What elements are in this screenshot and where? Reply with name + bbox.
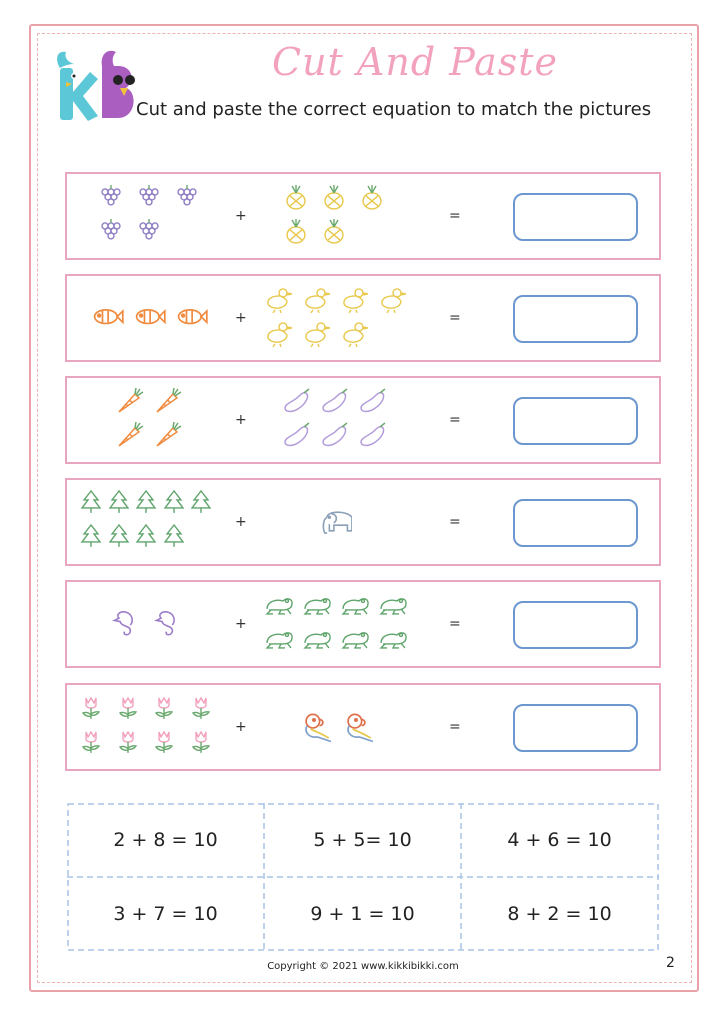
- grapes-icon: [134, 184, 164, 212]
- frog-icon: [377, 592, 407, 620]
- parrot-icon: [297, 711, 331, 743]
- frog-icon: [263, 626, 293, 654]
- exercise-row: [65, 274, 661, 362]
- exercise-row: [65, 376, 661, 464]
- duck-icon: [263, 286, 293, 314]
- answer-paste-box[interactable]: [513, 704, 638, 752]
- grapes-icon: [96, 218, 126, 246]
- carrot-icon: [115, 388, 145, 416]
- equals-sign: =: [449, 719, 461, 735]
- eggplant-icon: [358, 388, 388, 416]
- duck-icon: [301, 320, 331, 348]
- worksheet-instructions: Cut and paste the correct equation to match the pictures: [136, 99, 652, 120]
- equation-card[interactable]: 4 + 6 = 10: [507, 829, 612, 851]
- tree-icon: [189, 490, 219, 518]
- duck-icon: [301, 286, 331, 314]
- tulip-icon: [79, 729, 109, 757]
- tulip-icon: [189, 729, 219, 757]
- exercise-row: [65, 172, 661, 260]
- worksheet-title: Cut And Paste: [272, 40, 558, 84]
- exercise-row: [65, 683, 661, 771]
- eggplant-icon: [282, 422, 312, 450]
- equation-card[interactable]: 2 + 8 = 10: [113, 829, 218, 851]
- kb-logo: [52, 46, 144, 124]
- left-picture-group: [79, 180, 219, 252]
- duck-icon: [339, 286, 369, 314]
- carrot-icon: [153, 388, 183, 416]
- right-picture-group: [252, 282, 417, 354]
- plus-sign: +: [235, 412, 247, 428]
- pineapple-icon: [358, 184, 388, 212]
- seahorse-icon: [153, 608, 187, 640]
- exercise-row: [65, 478, 661, 566]
- left-picture-group: [79, 282, 219, 354]
- grapes-icon: [172, 184, 202, 212]
- answer-paste-box[interactable]: [513, 295, 638, 343]
- plus-sign: +: [235, 310, 247, 326]
- answer-paste-box[interactable]: [513, 601, 638, 649]
- tree-icon: [107, 490, 137, 518]
- tulip-icon: [152, 695, 182, 723]
- frog-icon: [339, 626, 369, 654]
- tree-icon: [79, 490, 109, 518]
- right-picture-group: [252, 691, 417, 763]
- tulip-icon: [116, 695, 146, 723]
- frog-icon: [301, 626, 331, 654]
- tree-icon: [79, 524, 109, 552]
- left-picture-group: [79, 588, 219, 660]
- equals-sign: =: [449, 616, 461, 632]
- left-picture-group: [79, 384, 219, 456]
- answer-paste-box[interactable]: [513, 193, 638, 241]
- grapes-icon: [96, 184, 126, 212]
- pineapple-icon: [282, 218, 312, 246]
- tulip-icon: [79, 695, 109, 723]
- tulip-icon: [116, 729, 146, 757]
- pineapple-icon: [320, 184, 350, 212]
- grapes-icon: [134, 218, 164, 246]
- duck-icon: [263, 320, 293, 348]
- right-picture-group: [252, 180, 417, 252]
- right-picture-group: [252, 486, 417, 558]
- tree-icon: [134, 524, 164, 552]
- tree-icon: [107, 524, 137, 552]
- tree-icon: [162, 524, 192, 552]
- pineapple-icon: [320, 218, 350, 246]
- duck-icon: [377, 286, 407, 314]
- tree-icon: [162, 490, 192, 518]
- answer-paste-box[interactable]: [513, 397, 638, 445]
- eggplant-icon: [320, 388, 350, 416]
- frog-icon: [263, 592, 293, 620]
- equals-sign: =: [449, 412, 461, 428]
- eggplant-icon: [282, 388, 312, 416]
- eggplant-icon: [358, 422, 388, 450]
- equation-card[interactable]: 5 + 5= 10: [313, 829, 412, 851]
- tulip-icon: [152, 729, 182, 757]
- frog-icon: [377, 626, 407, 654]
- equation-card[interactable]: 8 + 2 = 10: [507, 903, 612, 925]
- pineapple-icon: [282, 184, 312, 212]
- carrot-icon: [115, 422, 145, 450]
- equation-card[interactable]: 9 + 1 = 10: [310, 903, 415, 925]
- frog-icon: [339, 592, 369, 620]
- left-picture-group: [79, 486, 219, 558]
- duck-icon: [339, 320, 369, 348]
- fish-icon: [132, 302, 166, 334]
- seahorse-icon: [111, 608, 145, 640]
- fish-icon: [174, 302, 208, 334]
- elephant-icon: [318, 506, 352, 538]
- answer-paste-box[interactable]: [513, 499, 638, 547]
- carrot-icon: [153, 422, 183, 450]
- eggplant-icon: [320, 422, 350, 450]
- plus-sign: +: [235, 514, 247, 530]
- equals-sign: =: [449, 208, 461, 224]
- plus-sign: +: [235, 208, 247, 224]
- equation-cutout-grid: [67, 803, 659, 951]
- parrot-icon: [339, 711, 373, 743]
- equation-card[interactable]: 3 + 7 = 10: [113, 903, 218, 925]
- fish-icon: [90, 302, 124, 334]
- frog-icon: [301, 592, 331, 620]
- equals-sign: =: [449, 514, 461, 530]
- tree-icon: [134, 490, 164, 518]
- exercise-row: [65, 580, 661, 668]
- page-number: 2: [666, 955, 675, 971]
- tulip-icon: [189, 695, 219, 723]
- right-picture-group: [252, 588, 417, 660]
- copyright-footer: Copyright © 2021 www.kikkibikki.com: [267, 961, 459, 972]
- equals-sign: =: [449, 310, 461, 326]
- left-picture-group: [79, 691, 219, 763]
- plus-sign: +: [235, 616, 247, 632]
- right-picture-group: [252, 384, 417, 456]
- plus-sign: +: [235, 719, 247, 735]
